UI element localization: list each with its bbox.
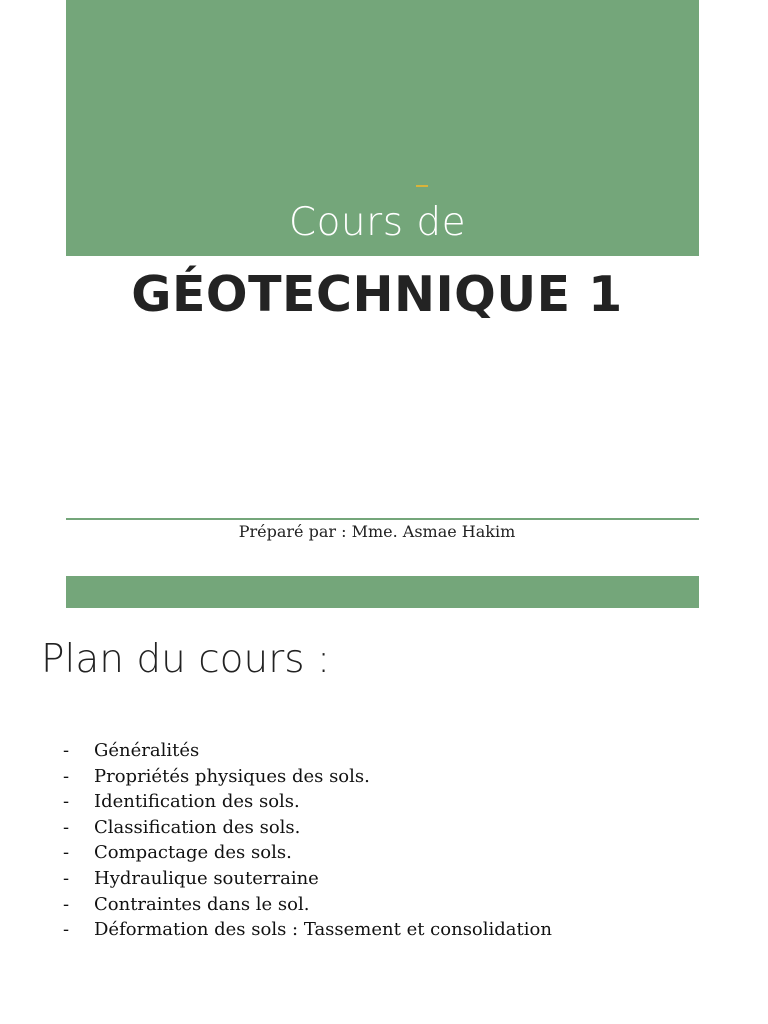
cover-subtitle: Cours de — [288, 200, 467, 245]
list-item-text: Compactage des sols. — [94, 842, 292, 864]
list-item-text: Généralités — [94, 740, 200, 761]
list-item — [63, 789, 552, 815]
list-bullet: - — [63, 791, 70, 813]
list-item-text: Déformation des sols : Tassement et consolidation — [94, 919, 552, 941]
list-item — [63, 840, 552, 866]
list-item-text: Contraintes dans le sol. — [94, 893, 310, 915]
list-item — [63, 866, 552, 892]
divider-line — [66, 518, 699, 520]
accent-dash — [416, 185, 428, 187]
list-item-text: Propriétés physiques des sols. — [94, 765, 370, 787]
list-item-text: Classification des sols. — [94, 816, 301, 838]
list-bullet: - — [63, 919, 70, 941]
list-item — [63, 738, 552, 764]
list-bullet: - — [63, 842, 70, 864]
list-bullet: - — [63, 740, 70, 761]
plan-list — [63, 738, 552, 943]
list-item — [63, 892, 552, 918]
list-bullet: - — [63, 816, 70, 838]
list-bullet: - — [63, 765, 70, 787]
list-item — [63, 815, 552, 841]
plan-heading: Plan du cours : — [41, 637, 331, 682]
list-bullet: - — [63, 867, 70, 889]
cover-title: GÉOTECHNIQUE 1 — [131, 266, 623, 323]
list-bullet: - — [63, 893, 70, 915]
list-item-text: Hydraulique souterraine — [94, 867, 319, 889]
list-item-text: Identification des sols. — [94, 791, 300, 813]
list-item — [63, 917, 552, 943]
list-item — [63, 764, 552, 790]
footer-banner — [66, 576, 699, 608]
author-line: Préparé par : Mme. Asmae Hakim — [238, 522, 516, 541]
